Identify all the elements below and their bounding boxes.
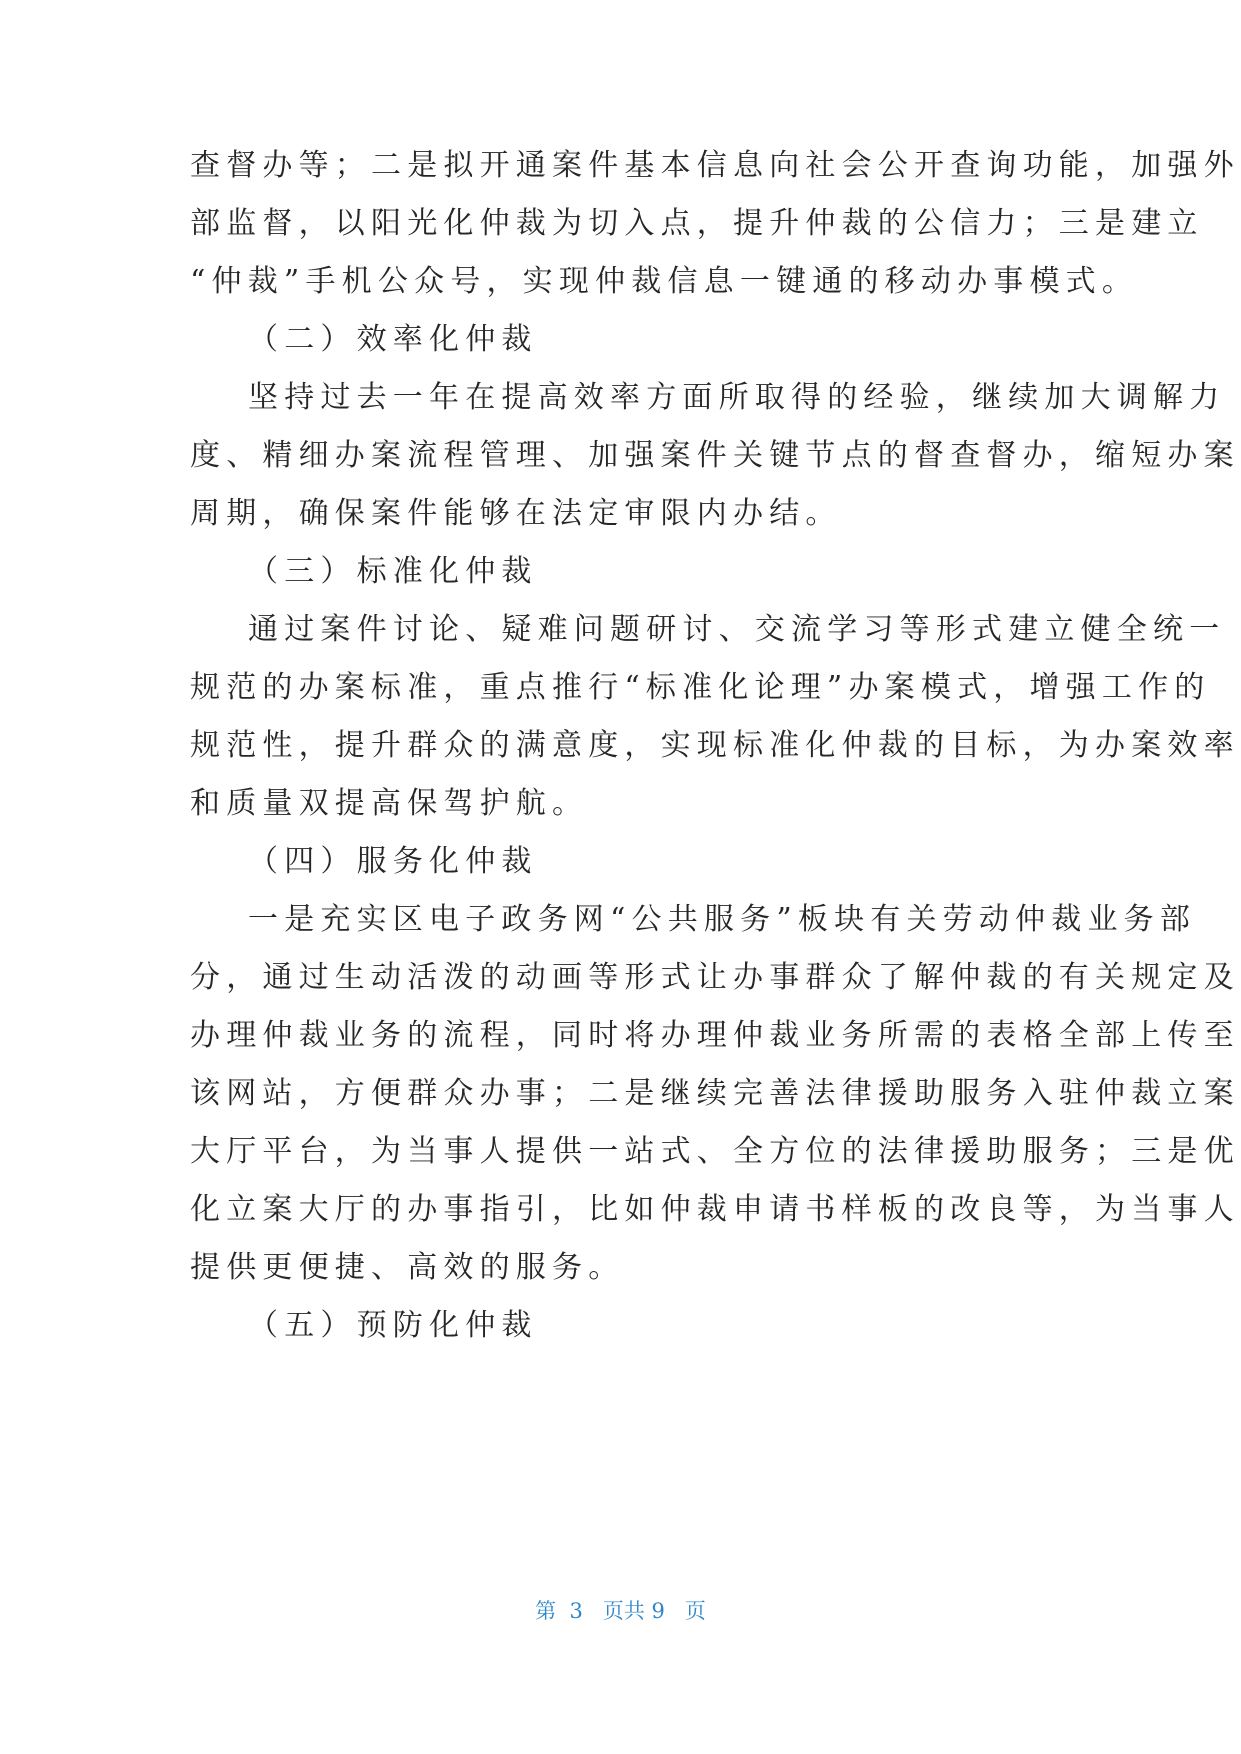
paragraph-line: 部监督，以阳光化仲裁为切入点，提升仲裁的公信力；三是建立: [190, 206, 1204, 241]
paragraph-line: 查督办等；二是拟开通案件基本信息向社会公开查询功能，加强外: [190, 148, 1240, 183]
section-heading: （五）预防化仲裁: [248, 1308, 538, 1343]
section-heading: （四）服务化仲裁: [248, 844, 538, 879]
paragraph-line: 该网站，方便群众办事；二是继续完善法律援助服务入驻仲裁立案: [190, 1076, 1240, 1111]
paragraph-line: 规范性，提升群众的满意度，实现标准化仲裁的目标，为办案效率: [190, 728, 1240, 763]
section-heading: （二）效率化仲裁: [248, 322, 538, 357]
paragraph-line: 提供更便捷、高效的服务。: [190, 1250, 625, 1285]
paragraph-line: 度、精细办案流程管理、加强案件关键节点的督查督办，缩短办案: [190, 438, 1240, 473]
paragraph-line: 化立案大厅的办事指引，比如仲裁申请书样板的改良等，为当事人: [190, 1192, 1240, 1227]
paragraph-line: 坚持过去一年在提高效率方面所取得的经验，继续加大调解力: [248, 380, 1226, 415]
paragraph-line: 周期，确保案件能够在法定审限内办结。: [190, 496, 842, 531]
paragraph-line: 通过案件讨论、疑难问题研讨、交流学习等形式建立健全统一: [248, 612, 1226, 647]
paragraph-line: 大厅平台，为当事人提供一站式、全方位的法律援助服务；三是优: [190, 1134, 1240, 1169]
paragraph-line: 规范的办案标准，重点推行“标准化论理”办案模式，增强工作的: [190, 670, 1211, 705]
page-number-footer: 第 3 页共 9 页: [535, 1599, 706, 1623]
paragraph-line: 和质量双提高保驾护航。: [190, 786, 589, 821]
paragraph-line: “仲裁”手机公众号，实现仲裁信息一键通的移动办事模式。: [190, 264, 1139, 299]
paragraph-line: 办理仲裁业务的流程，同时将办理仲裁业务所需的表格全部上传至: [190, 1018, 1240, 1053]
section-heading: （三）标准化仲裁: [248, 554, 538, 589]
paragraph-line: 分，通过生动活泼的动画等形式让办事群众了解仲裁的有关规定及: [190, 960, 1240, 995]
paragraph-line: 一是充实区电子政务网“公共服务”板块有关劳动仲裁业务部: [248, 902, 1197, 937]
